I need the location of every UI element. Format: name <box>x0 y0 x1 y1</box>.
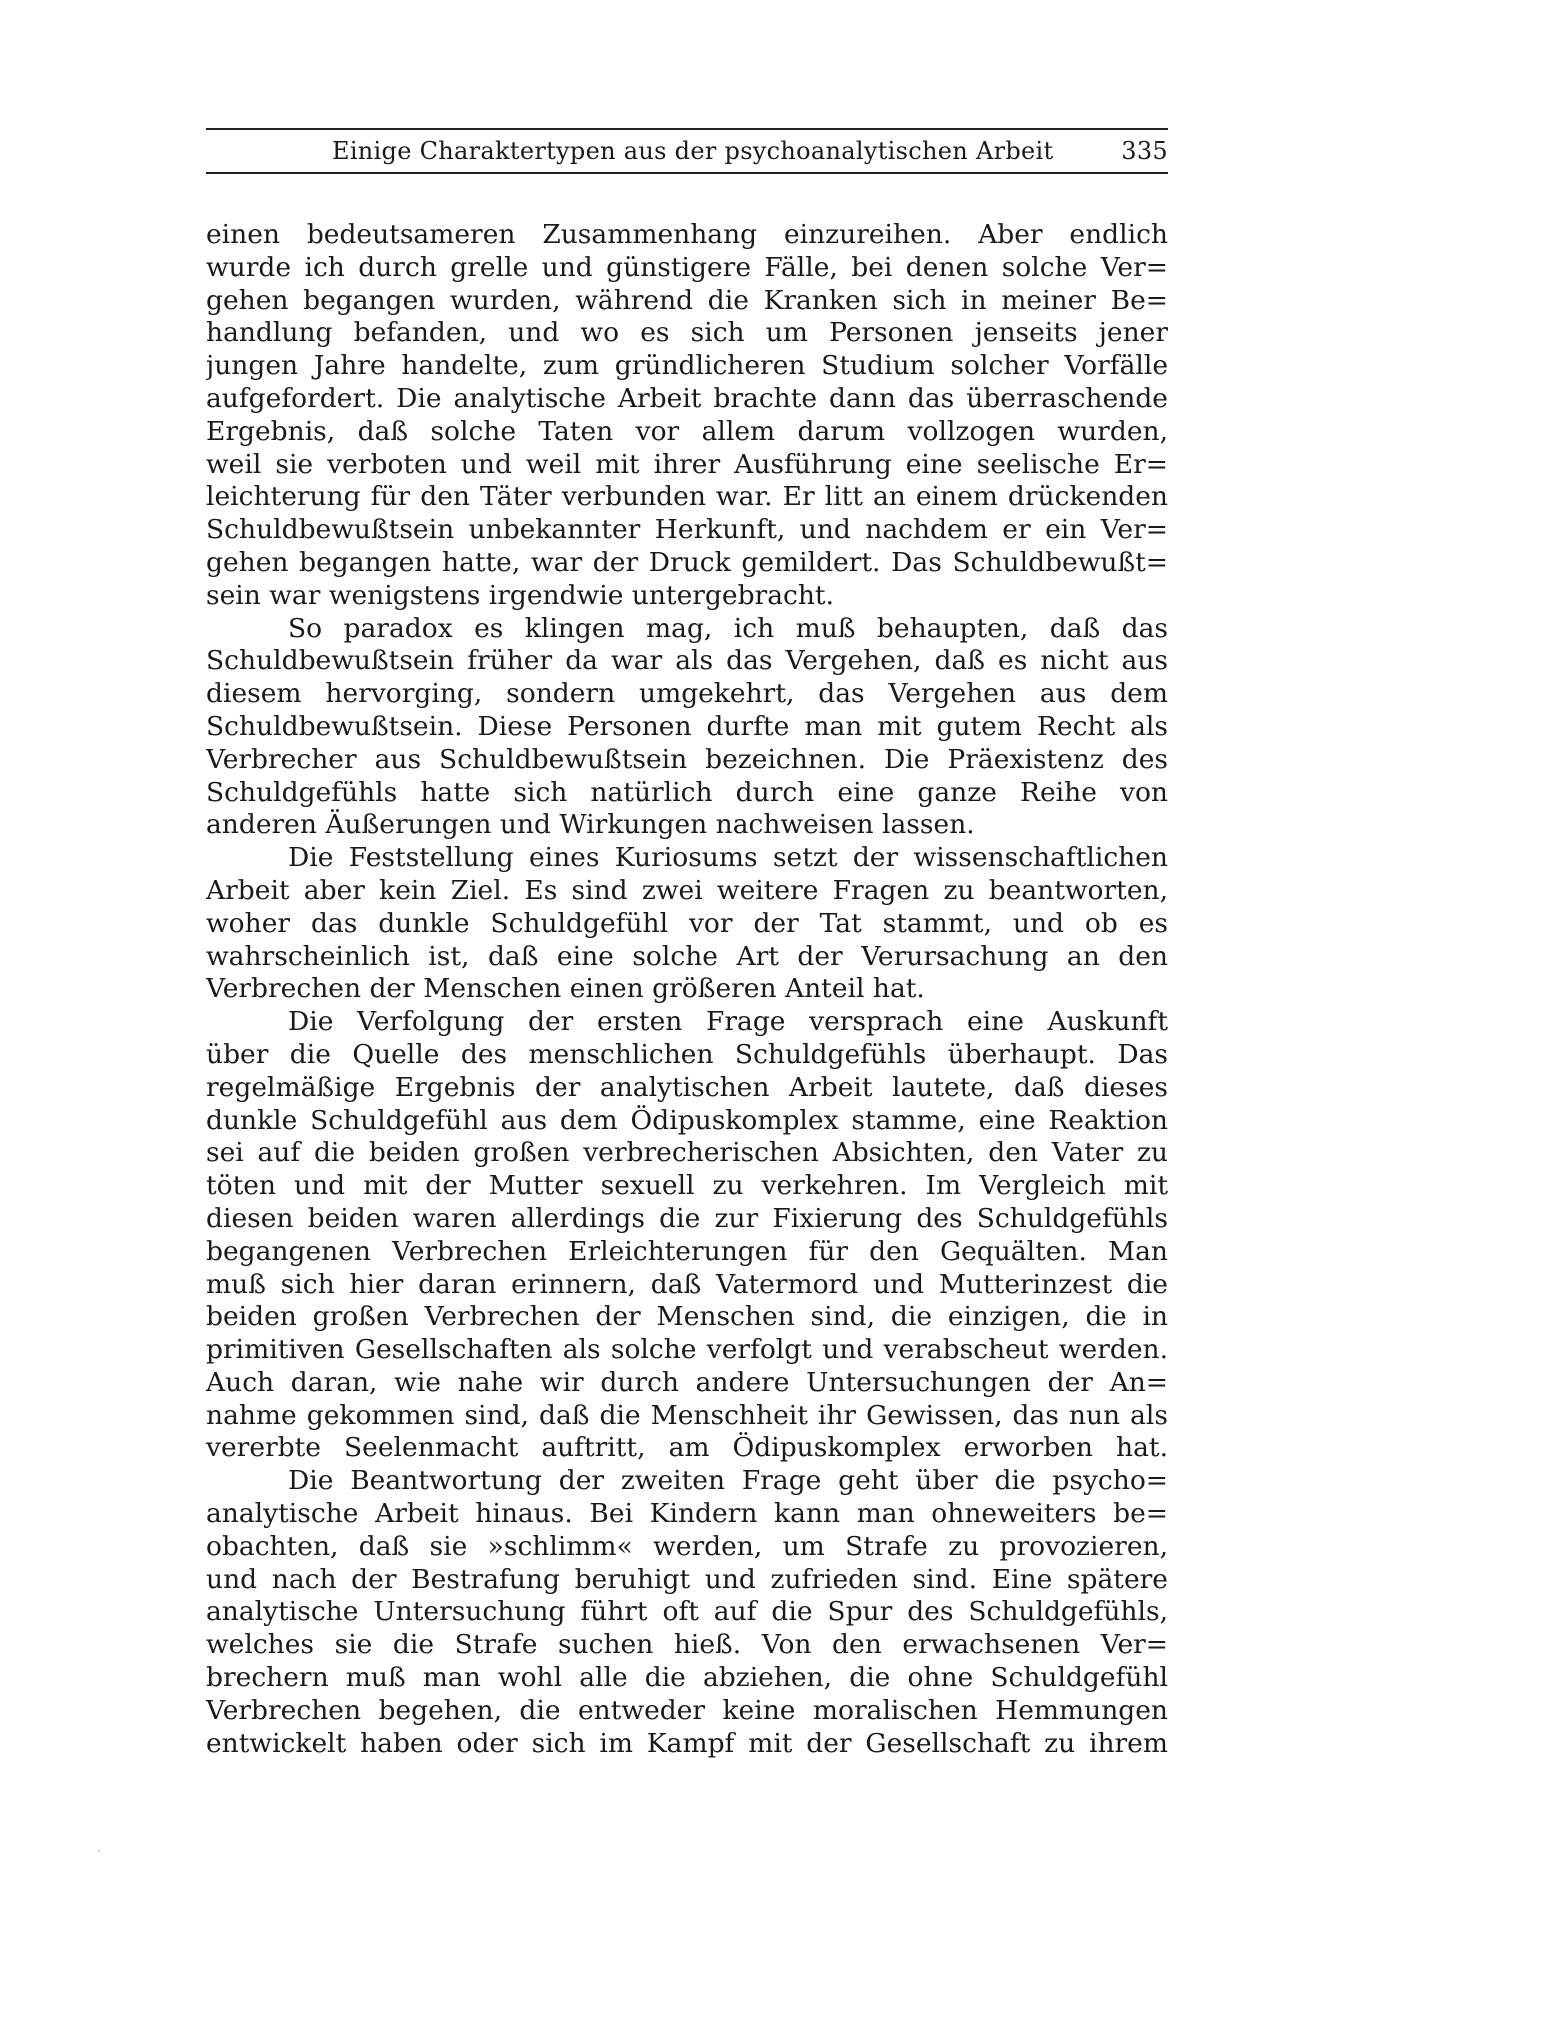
text-line: sei auf die beiden großen verbrecherischen Absichten, den Vater zu <box>206 1137 1168 1169</box>
text-line: woher das dunkle Schuldgefühl vor der Tat stammt, und ob es <box>206 907 1168 939</box>
paragraph-first-line: So paradox es klingen mag, ich muß behaupten, daß das <box>288 612 1168 644</box>
paragraph-first-line: Die Verfolgung der ersten Frage versprach eine Auskunft <box>288 1006 1168 1038</box>
text-line: diesen beiden waren allerdings die zur Fixierung des Schuldgefühls <box>206 1202 1168 1234</box>
text-line: muß sich hier daran erinnern, daß Vatermord und Mutterinzest die <box>206 1268 1168 1300</box>
text-line: Arbeit aber kein Ziel. Es sind zwei weitere Fragen zu beantworten, <box>206 874 1168 906</box>
text-line: beiden großen Verbrechen der Menschen sind, die einzigen, die in <box>206 1301 1168 1333</box>
text-line: analytische Arbeit hinaus. Bei Kindern kann man ohneweiters be= <box>206 1498 1168 1530</box>
paragraph-first-line: Die Feststellung eines Kuriosums setzt der wissenschaftlichen <box>288 842 1168 874</box>
text-line: Schuldgefühls hatte sich natürlich durch eine ganze Reihe von <box>206 776 1168 808</box>
text-line: gehen begangen wurden, während die Kranken sich in meiner Be= <box>206 284 1168 316</box>
text-line: brechern muß man wohl alle die abziehen, die ohne Schuldgefühl <box>206 1662 1168 1694</box>
text-line: obachten, daß sie »schlimm« werden, um Strafe zu provozieren, <box>206 1530 1168 1562</box>
text-line: Auch daran, wie nahe wir durch andere Untersuchungen der An= <box>206 1366 1168 1398</box>
text-line: über die Quelle des menschlichen Schuldgefühls überhaupt. Das <box>206 1038 1168 1070</box>
text-line: diesem hervorging, sondern umgekehrt, das Vergehen aus dem <box>206 678 1168 710</box>
text-line: töten und mit der Mutter sexuell zu verkehren. Im Vergleich mit <box>206 1170 1168 1202</box>
text-line: Schuldbewußtsein früher da war als das Vergehen, daß es nicht aus <box>206 645 1168 677</box>
running-head <box>206 133 1168 169</box>
text-line: Verbrechen der Menschen einen größeren Anteil hat. <box>206 973 925 1005</box>
text-line: und nach der Bestrafung beruhigt und zufrieden sind. Eine spätere <box>206 1563 1168 1595</box>
text-line: handlung befanden, und wo es sich um Personen jenseits jener <box>206 317 1168 349</box>
text-line: sein war wenigstens irgendwie untergebracht. <box>206 579 834 611</box>
paper-speck <box>98 1850 100 1852</box>
text-line: Schuldbewußtsein unbekannter Herkunft, und nachdem er ein Ver= <box>206 514 1168 546</box>
text-line: entwickelt haben oder sich im Kampf mit der Gesellschaft zu ihrem <box>206 1727 1168 1759</box>
text-line: dunkle Schuldgefühl aus dem Ödipuskomplex stamme, eine Reaktion <box>206 1104 1168 1136</box>
text-line: Schuldbewußtsein. Diese Personen durfte man mit gutem Recht als <box>206 710 1168 742</box>
running-title: Einige Charaktertypen aus der psychoanalytischen Arbeit <box>332 137 1054 165</box>
text-line: einen bedeutsameren Zusammenhang einzureihen. Aber endlich <box>206 219 1168 250</box>
body-text <box>206 219 1168 1760</box>
text-line: begangenen Verbrechen Erleichterungen für den Gequälten. Man <box>206 1235 1168 1267</box>
text-line: Verbrechen begehen, die entweder keine moralischen Hemmungen <box>206 1694 1168 1726</box>
paragraph-first-line: Die Beantwortung der zweiten Frage geht über die psycho= <box>288 1465 1168 1497</box>
text-line: nahme gekommen sind, daß die Menschheit ihr Gewissen, das nun als <box>206 1399 1168 1431</box>
page-number: 335 <box>1121 137 1168 165</box>
text-line: weil sie verboten und weil mit ihrer Ausführung eine seelische Er= <box>206 448 1168 480</box>
text-line: Verbrecher aus Schuldbewußtsein bezeichnen. Die Präexistenz des <box>206 743 1168 775</box>
text-line: wahrscheinlich ist, daß eine solche Art der Verursachung an den <box>206 940 1168 972</box>
text-line: regelmäßige Ergebnis der analytischen Arbeit lautete, daß dieses <box>206 1071 1168 1103</box>
header-rule-bottom <box>206 172 1168 174</box>
text-line: vererbte Seelenmacht auftritt, am Ödipuskomplex erworben hat. <box>206 1432 1168 1464</box>
text-line: Ergebnis, daß solche Taten vor allem darum vollzogen wurden, <box>206 415 1168 447</box>
text-line: anderen Äußerungen und Wirkungen nachweisen lassen. <box>206 809 975 841</box>
text-line: leichterung für den Täter verbunden war. Er litt an einem drückenden <box>206 481 1168 513</box>
header-rule-top <box>206 128 1168 130</box>
text-line: wurde ich durch grelle und günstigere Fälle, bei denen solche Ver= <box>206 251 1168 283</box>
text-line: primitiven Gesellschaften als solche verfolgt und verabscheut werden. <box>206 1334 1168 1366</box>
text-line: gehen begangen hatte, war der Druck gemildert. Das Schuldbewußt= <box>206 546 1168 578</box>
text-line: welches sie die Strafe suchen hieß. Von den erwachsenen Ver= <box>206 1629 1168 1661</box>
text-line: jungen Jahre handelte, zum gründlicheren Studium solcher Vorfälle <box>206 350 1168 382</box>
text-line: analytische Untersuchung führt oft auf die Spur des Schuldgefühls, <box>206 1596 1168 1628</box>
text-line: aufgefordert. Die analytische Arbeit brachte dann das überraschende <box>206 382 1168 414</box>
